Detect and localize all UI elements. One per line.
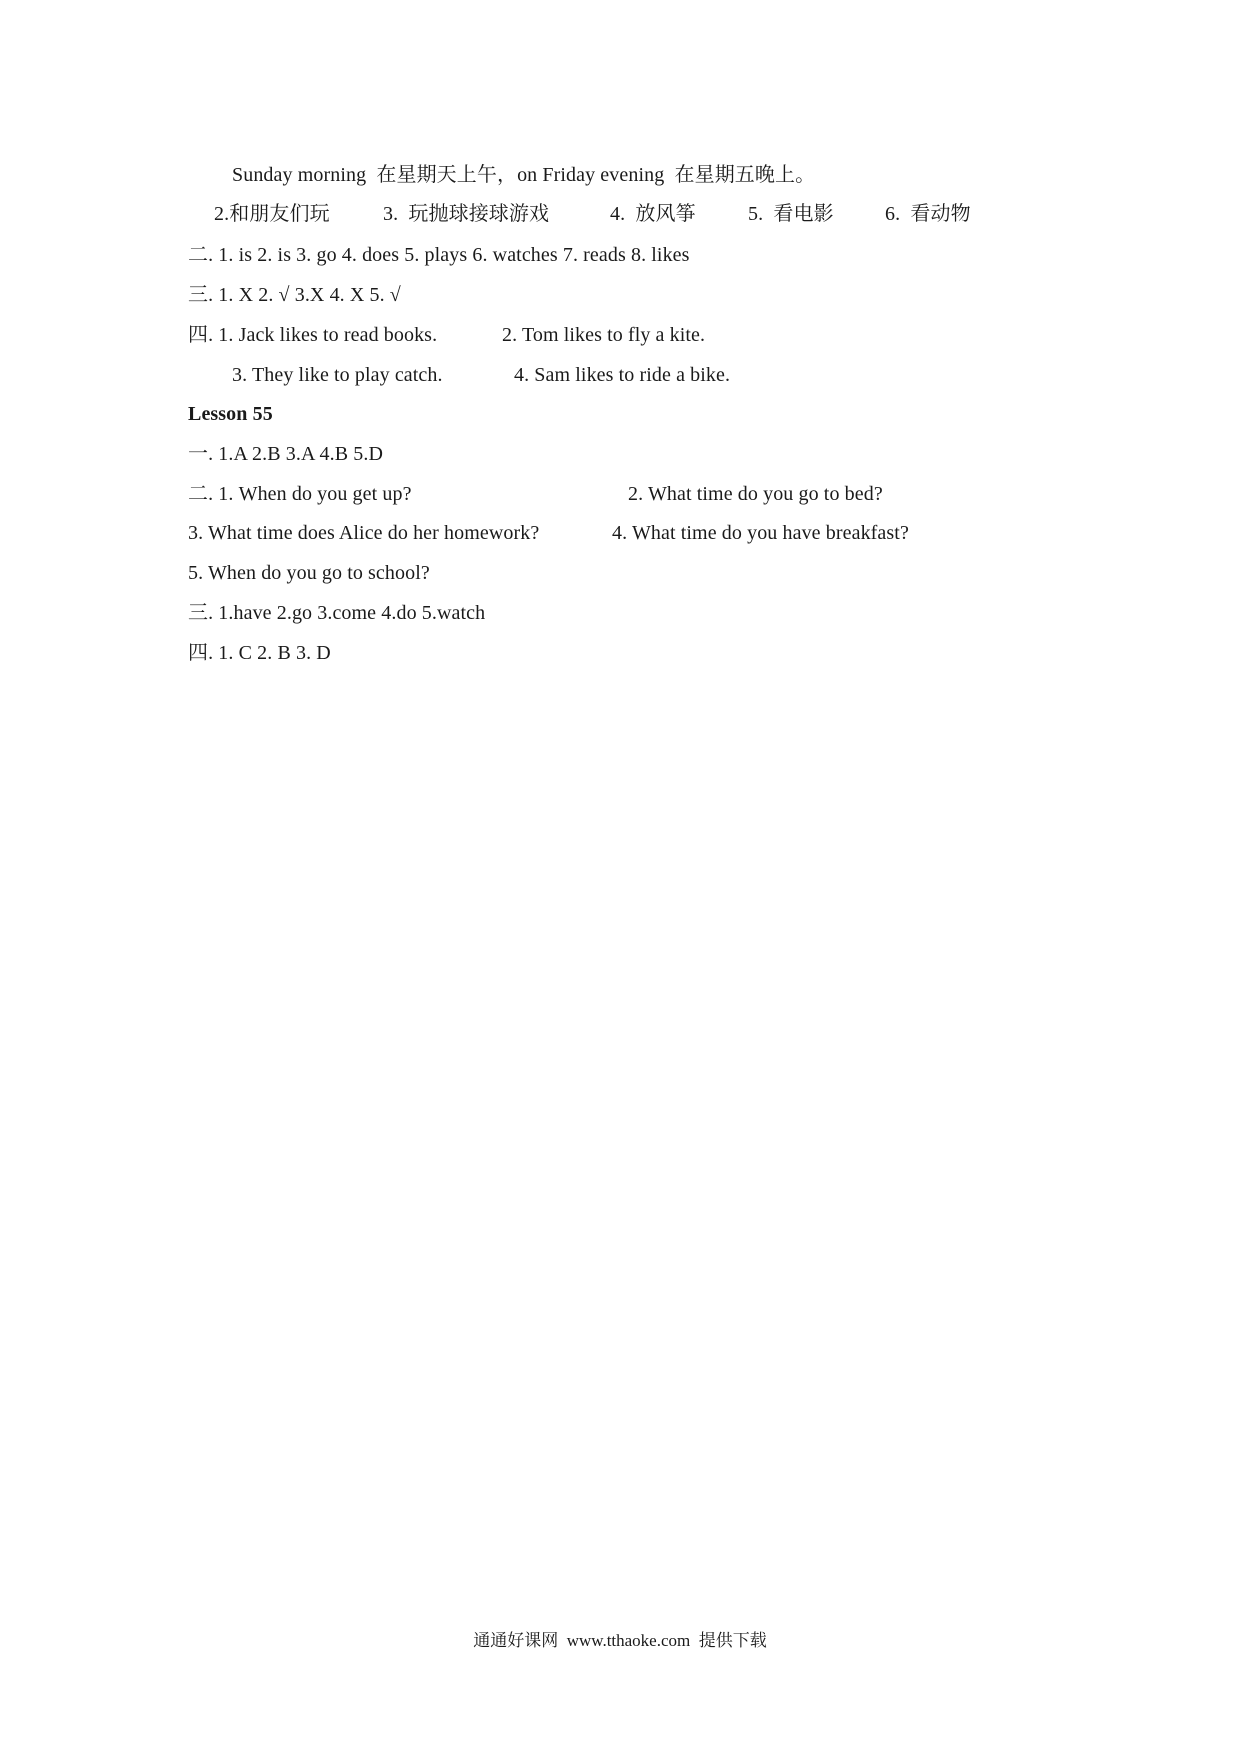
answer-section-4-item-4: 4. Sam likes to ride a bike.	[514, 364, 731, 386]
answer-line-time-phrases: Sunday morning 在星期天上午，on Friday evening 在星期五晚上。	[232, 164, 816, 186]
lesson55-section-2-item-5: 5. When do you go to school?	[188, 562, 430, 584]
lesson55-section-4: 四. 1. C 2. B 3. D	[188, 642, 331, 664]
answer-item-2: 2.和朋友们玩	[214, 203, 330, 225]
answer-item-6: 6. 看动物	[885, 203, 971, 225]
lesson55-section-2-item-1: 二. 1. When do you get up?	[188, 483, 412, 505]
answer-item-3: 3. 玩抛球接球游戏	[383, 203, 550, 225]
answer-item-5: 5. 看电影	[748, 203, 834, 225]
lesson55-section-2-item-2: 2. What time do you go to bed?	[628, 483, 883, 505]
answer-section-4-item-3: 3. They like to play catch.	[232, 364, 443, 386]
answer-section-4-item-2: 2. Tom likes to fly a kite.	[502, 324, 706, 346]
lesson55-section-2-item-4: 4. What time do you have breakfast?	[612, 522, 909, 544]
answer-item-4: 4. 放风筝	[610, 203, 696, 225]
answer-section-4-item-1: 四. 1. Jack likes to read books.	[188, 324, 438, 346]
answer-section-3: 三. 1. X 2. √ 3.X 4. X 5. √	[188, 284, 401, 306]
page-footer: 通通好课网 www.tthaoke.com 提供下载	[473, 1631, 767, 1650]
answer-section-2: 二. 1. is 2. is 3. go 4. does 5. plays 6. watches 7. reads 8. likes	[188, 244, 690, 266]
lesson55-section-1: 一. 1.A 2.B 3.A 4.B 5.D	[188, 443, 384, 465]
lesson55-section-2-item-3: 3. What time does Alice do her homework?	[188, 522, 540, 544]
lesson-heading: Lesson 55	[188, 403, 273, 425]
lesson55-section-3: 三. 1.have 2.go 3.come 4.do 5.watch	[188, 602, 486, 624]
